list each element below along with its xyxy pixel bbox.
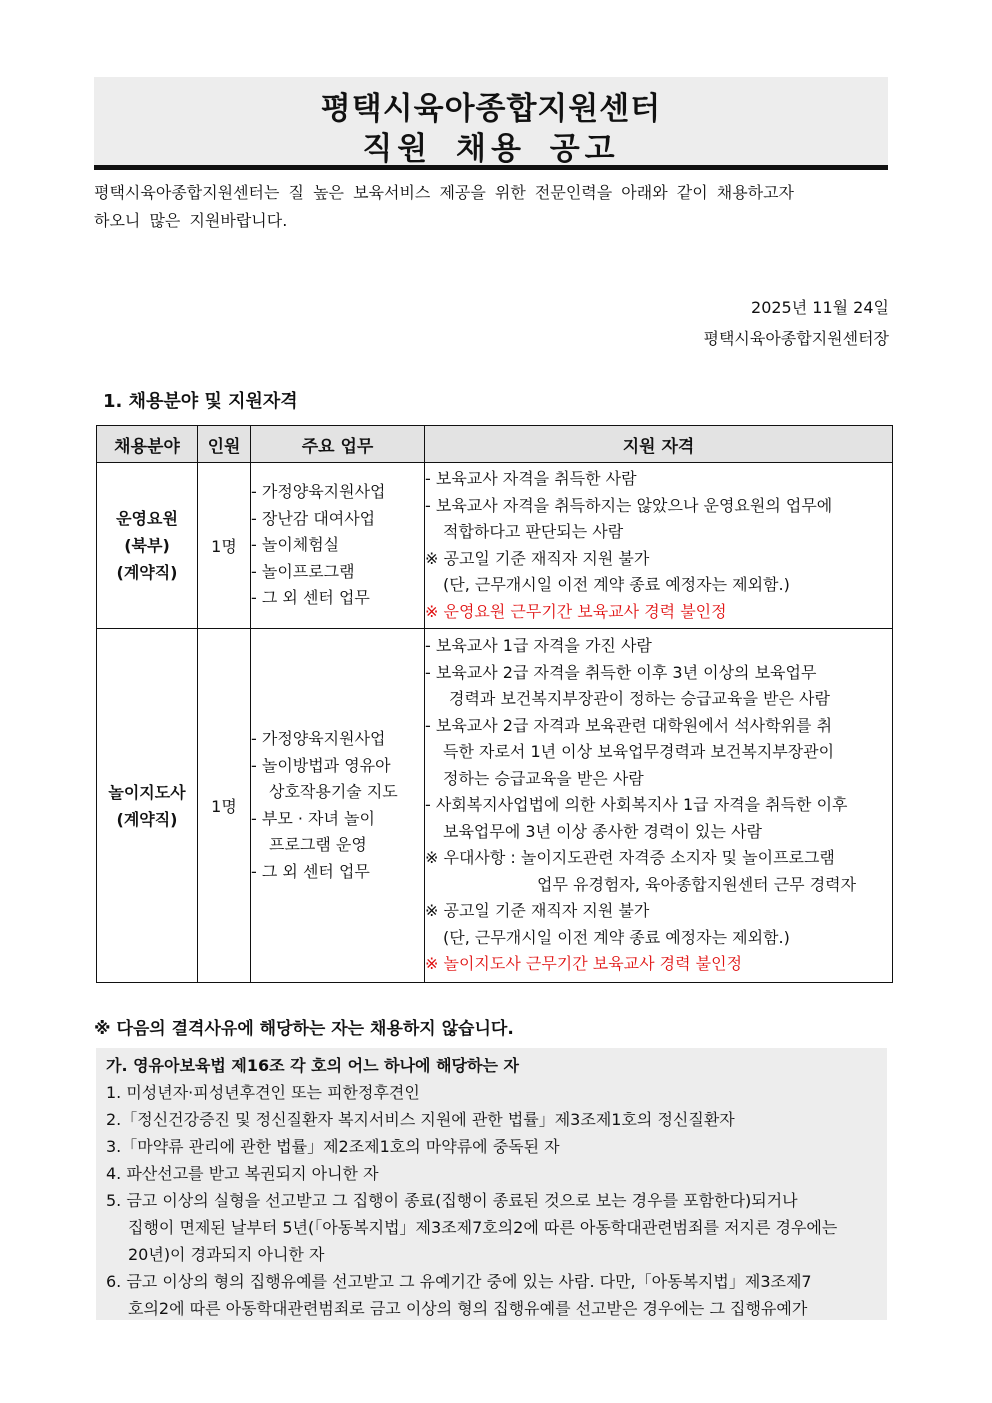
- header-duties: 주요 업무: [251, 426, 425, 463]
- disqualification-item-line: 5. 금고 이상의 실형을 선고받고 그 집행이 종료(집행이 종료된 것으로 보는 경우를 포함한다)되거나: [106, 1191, 798, 1210]
- field-line: (계약직): [116, 563, 178, 582]
- duty-line: - 놀이체험실: [251, 535, 340, 555]
- title-box: [94, 77, 888, 170]
- qualification-line: 정하는 승급교육을 받은 사람: [443, 768, 644, 788]
- disqualification-item-line: 호의2에 따른 아동학대관련범죄로 금고 이상의 형의 집행유예를 선고받은 경우에는 그 집행유예가: [128, 1299, 808, 1318]
- field-line: (계약직): [116, 809, 178, 829]
- header-qualifications: 지원 자격: [425, 426, 893, 463]
- qualification-line: (단, 근무개시일 이전 계약 종료 예정자는 제외함.): [443, 575, 790, 594]
- table-row: [97, 629, 893, 983]
- table-header-row: [97, 426, 893, 463]
- disqualification-item-line: 4. 파산선고를 받고 복권되지 아니한 자: [106, 1164, 379, 1183]
- qualification-line: ※ 운영요원 근무기간 보육교사 경력 불인정: [425, 601, 727, 621]
- disqualification-list: [106, 1052, 882, 1322]
- qualification-line: - 보육교사 1급 자격을 가진 사람: [425, 636, 652, 656]
- qualification-line: ※ 우대사항 : 놀이지도관련 자격증 소지자 및 놀이프로그램: [425, 848, 835, 868]
- disqualification-box: [96, 1048, 887, 1320]
- disqualification-notice: ※ 다음의 결격사유에 해당하는 자는 채용하지 않습니다.: [94, 1019, 514, 1039]
- duty-line: - 그 외 센터 업무: [251, 588, 370, 608]
- intro-line-2: 하오니 많은 지원바랍니다.: [94, 211, 288, 230]
- recruitment-table: [96, 425, 893, 983]
- title-line-1: 평택시육아종합지원센터: [320, 91, 662, 127]
- disqualification-item-line: 2.「정신건강증진 및 정신질환자 복지서비스 지원에 관한 법률」제3조제1호의 정신질환자: [106, 1110, 735, 1129]
- qualification-line: (단, 근무개시일 이전 계약 종료 예정자는 제외함.): [443, 927, 790, 947]
- duties-cell: [251, 463, 425, 629]
- section-1-title: 1. 채용분야 및 지원자격: [103, 391, 298, 412]
- disqualification-item-line: 20년)이 경과되지 아니한 자: [128, 1245, 325, 1264]
- duty-line: - 장난감 대여사업: [251, 508, 376, 528]
- disqualification-heading: 가. 영유아보육법 제16조 각 호의 어느 하나에 해당하는 자: [106, 1056, 519, 1075]
- qualification-line: - 보육교사 자격을 취득하지는 않았으나 운영요원의 업무에: [425, 495, 833, 515]
- field-line: 놀이지도사: [108, 782, 186, 802]
- duty-line: - 부모 · 자녀 놀이: [251, 808, 375, 828]
- duties-cell: [251, 629, 425, 983]
- qualification-line: ※ 공고일 기준 재직자 지원 불가: [425, 901, 650, 921]
- issuer: 평택시육아종합지원센터장: [703, 329, 889, 348]
- qualification-line: ※ 공고일 기준 재직자 지원 불가: [425, 548, 650, 568]
- duty-line: - 놀이프로그램: [251, 561, 355, 581]
- header-count: 인원: [198, 426, 251, 463]
- qualification-line: - 보육교사 자격을 취득한 사람: [425, 469, 637, 488]
- duty-line: 상호작용기술 지도: [269, 782, 398, 801]
- field-cell: [97, 629, 198, 983]
- duty-line: - 그 외 센터 업무: [251, 861, 370, 881]
- qualification-line: - 사회복지사업법에 의한 사회복지사 1급 자격을 취득한 이후: [425, 795, 848, 815]
- qualification-line: - 보육교사 2급 자격을 취득한 이후 3년 이상의 보육업무: [425, 662, 817, 682]
- field-line: 운영요원: [116, 509, 178, 528]
- qualifications-cell: [425, 629, 893, 983]
- qualification-line: 경력과 보건복지부장관이 정하는 승급교육을 받은 사람: [449, 689, 830, 709]
- qualification-line: ※ 놀이지도사 근무기간 보육교사 경력 불인정: [425, 954, 743, 974]
- header-field: 채용분야: [97, 426, 198, 463]
- qualification-line: 업무 유경험자, 육아종합지원센터 근무 경력자: [537, 874, 857, 894]
- table-row: [97, 463, 893, 629]
- qualification-line: - 보육교사 2급 자격과 보육관련 대학원에서 석사학위를 취: [425, 715, 833, 735]
- qualification-line: 보육업무에 3년 이상 종사한 경력이 있는 사람: [443, 821, 762, 841]
- disqualification-item-line: 6. 금고 이상의 형의 집행유예를 선고받고 그 유예기간 중에 있는 사람. 다만,「아동복지법」제3조제7: [106, 1272, 812, 1291]
- disqualification-item-line: 집행이 면제된 날부터 5년(「아동복지법」제3조제7호의2에 따른 아동학대관련범죄를 저지른 경우에는: [128, 1218, 838, 1237]
- disqualification-item-line: 3.「마약류 관리에 관한 법률」제2조제1호의 마약류에 중독된 자: [106, 1137, 560, 1156]
- duty-line: 프로그램 운영: [269, 835, 367, 854]
- field-cell: [97, 463, 198, 629]
- disqualification-item-line: 1. 미성년자·피성년후견인 또는 피한정후견인: [106, 1083, 420, 1102]
- count-cell: 1명: [198, 629, 251, 983]
- qualifications-cell: [425, 463, 893, 629]
- field-line: (북부): [124, 536, 170, 555]
- intro-line-1: 평택시육아종합지원센터는 질 높은 보육서비스 제공을 위한 전문인력을 아래와 같이 채용하고자: [94, 183, 795, 202]
- announcement-date: 2025년 11월 24일: [751, 298, 889, 317]
- count-cell: 1명: [198, 463, 251, 629]
- intro-paragraph: [94, 179, 890, 235]
- qualification-line: 득한 자로서 1년 이상 보육업무경력과 보건복지부장관이: [443, 742, 835, 762]
- duty-line: - 가정양육지원사업: [251, 729, 386, 748]
- duty-line: - 놀이방법과 영유아: [251, 755, 391, 775]
- title-line-2: 직원 채용 공고: [362, 131, 620, 167]
- duty-line: - 가정양육지원사업: [251, 482, 386, 502]
- qualification-line: 적합하다고 판단되는 사람: [443, 522, 624, 541]
